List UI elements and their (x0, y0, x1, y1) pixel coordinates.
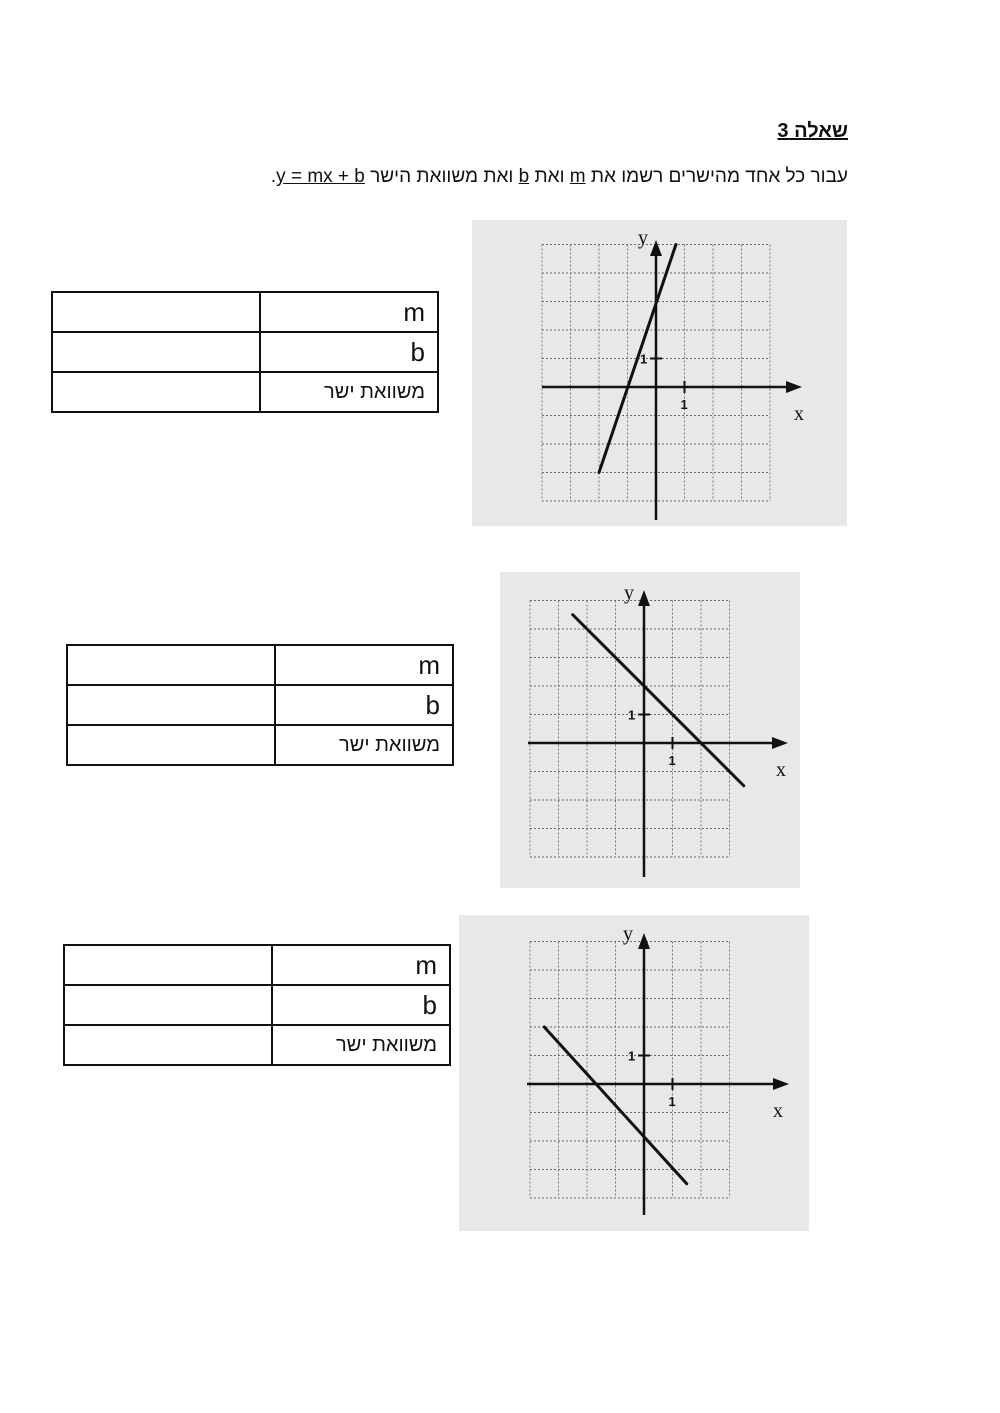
instruction-m: m (569, 166, 586, 187)
graph-3-svg (459, 915, 809, 1231)
graph-1 (472, 220, 847, 526)
label-b: b (260, 332, 438, 372)
instruction-part3: ואת משוואת הישר (364, 166, 519, 187)
answer-m-cell[interactable] (67, 645, 275, 685)
answer-equation-cell[interactable] (67, 725, 275, 765)
x-axis-label: x (773, 1100, 783, 1122)
y-tick-label: 1 (628, 1048, 636, 1064)
answer-equation-cell[interactable] (52, 372, 260, 412)
x-tick-label: 1 (680, 397, 688, 412)
y-axis-label: y (623, 923, 633, 945)
x-axis-label: x (776, 759, 786, 781)
question-title: שאלה 3 (777, 120, 848, 142)
label-equation: משוואת ישר (275, 725, 453, 765)
graph-2-svg (500, 572, 800, 888)
instruction-text (271, 166, 848, 188)
answer-b-cell[interactable] (67, 685, 275, 725)
x-axis-label: x (794, 403, 804, 425)
label-b: b (275, 685, 453, 725)
answer-table-2 (66, 644, 454, 766)
answer-m-cell[interactable] (52, 292, 260, 332)
y-axis-arrow-icon (650, 240, 662, 256)
instruction-part2: ואת (529, 166, 570, 187)
x-axis-arrow-icon (773, 1078, 789, 1090)
x-axis-arrow-icon (772, 737, 788, 749)
answer-b-cell[interactable] (52, 332, 260, 372)
instruction-b: b (518, 166, 530, 187)
instruction-end: . (270, 166, 277, 187)
plotted-line (573, 615, 744, 786)
instruction-part1: עבור כל אחד מהישרים רשמו את (585, 166, 848, 187)
answer-equation-cell[interactable] (64, 1025, 272, 1065)
label-m: m (260, 292, 438, 332)
label-m: m (272, 945, 450, 985)
graph-2 (500, 572, 800, 888)
label-equation: משוואת ישר (260, 372, 438, 412)
y-tick-label: 1 (628, 707, 636, 723)
y-axis-arrow-icon (638, 933, 650, 949)
label-equation: משוואת ישר (272, 1025, 450, 1065)
y-axis-label: y (624, 582, 634, 604)
answer-b-cell[interactable] (64, 985, 272, 1025)
label-m: m (275, 645, 453, 685)
x-tick-label: 1 (668, 1094, 676, 1109)
answer-m-cell[interactable] (64, 945, 272, 985)
y-axis-label: y (638, 227, 648, 249)
label-b: b (272, 985, 450, 1025)
graph-1-svg (472, 220, 847, 526)
y-tick-label: 1 (640, 351, 648, 367)
x-axis-arrow-icon (786, 381, 802, 393)
answer-table-1 (51, 291, 439, 413)
graph-3 (459, 915, 809, 1231)
x-tick-label: 1 (668, 753, 676, 768)
answer-table-3 (63, 944, 451, 1066)
instruction-equation: y = mx + b (276, 166, 365, 187)
y-axis-arrow-icon (638, 590, 650, 606)
